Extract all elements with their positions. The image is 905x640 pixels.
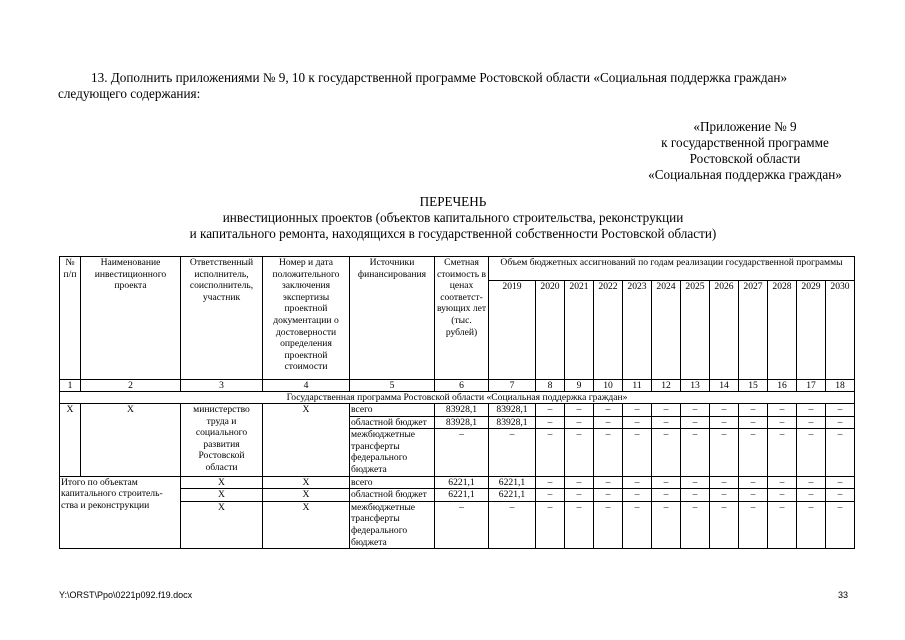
cell-year-value: – (681, 489, 710, 502)
header-year: 2025 (681, 281, 710, 380)
cell-year-value: – (681, 501, 710, 548)
cell-year-value: – (565, 429, 594, 476)
col-number: 5 (350, 380, 435, 392)
cell-year-value: – (623, 429, 652, 476)
header-exec: Ответственный исполнитель, соисполнитель, участник (181, 257, 263, 380)
cell-year-value: – (739, 429, 768, 476)
cell-conclusion: Х (263, 489, 350, 502)
cell-year-value: – (536, 404, 565, 417)
cell-num: Х (60, 404, 81, 477)
cell-year-value: – (739, 501, 768, 548)
cell-year-value: – (681, 429, 710, 476)
cell-year-value: – (768, 501, 797, 548)
cell-year-value: – (623, 489, 652, 502)
cell-year-value: – (594, 429, 623, 476)
cell-year-value: – (826, 489, 855, 502)
cell-year-value: – (652, 501, 681, 548)
appendix-line-1: «Приложение № 9 (693, 119, 797, 134)
cell-year-value: – (768, 489, 797, 502)
cell-2019: 6221,1 (489, 489, 536, 502)
header-cost: Сметная стоимость в ценах соответст-вующих лет (тыс. рублей) (435, 257, 489, 380)
cell-year-value: – (594, 501, 623, 548)
intro-paragraph: 13. Дополнить приложениями № 9, 10 к государственной программе Ростовской области «Социальная поддержка граждан» следующего содержания: (58, 70, 788, 101)
header-year: 2020 (536, 281, 565, 380)
cell-year-value: – (739, 404, 768, 417)
cell-year-value: – (565, 489, 594, 502)
appendix-line-4: «Социальная поддержка граждан» (648, 167, 842, 182)
header-name: Наименование инвестиционного проекта (81, 257, 181, 380)
col-number: 17 (797, 380, 826, 392)
cell-year-value: – (710, 416, 739, 429)
cell-year-value: – (826, 501, 855, 548)
cell-year-value: – (565, 416, 594, 429)
cell-year-value: – (768, 429, 797, 476)
cell-year-value: – (594, 476, 623, 489)
appendix-header (620, 119, 870, 183)
col-number: 1 (60, 380, 81, 392)
col-number: 13 (681, 380, 710, 392)
table-row (60, 476, 855, 489)
cell-year-value: – (826, 476, 855, 489)
cell-year-value: – (594, 404, 623, 417)
cell-2019: – (489, 429, 536, 476)
cell-year-value: – (565, 501, 594, 548)
cell-cost: 83928,1 (435, 416, 489, 429)
col-number: 7 (489, 380, 536, 392)
investment-table (59, 256, 855, 549)
header-year: 2028 (768, 281, 797, 380)
column-number-row (60, 380, 855, 392)
cell-year-value: – (768, 476, 797, 489)
cell-year-value: – (797, 416, 826, 429)
cell-year-value: – (681, 416, 710, 429)
cell-year-value: – (652, 489, 681, 502)
cell-conclusion: Х (263, 404, 350, 477)
header-year: 2027 (739, 281, 768, 380)
col-number: 2 (81, 380, 181, 392)
cell-executor: Х (181, 501, 263, 548)
header-year: 2026 (710, 281, 739, 380)
cell-year-value: – (623, 404, 652, 417)
cell-year-value: – (710, 404, 739, 417)
col-number: 3 (181, 380, 263, 392)
footer-page-number: 33 (838, 590, 849, 600)
cell-year-value: – (565, 404, 594, 417)
cell-total-label: Итого по объектам капитального строитель-ства и реконструкции (60, 476, 181, 549)
cell-year-value: – (623, 416, 652, 429)
cell-year-value: – (623, 501, 652, 548)
col-number: 6 (435, 380, 489, 392)
header-sources: Источники финансирования (350, 257, 435, 380)
header-year: 2019 (489, 281, 536, 380)
cell-year-value: – (797, 489, 826, 502)
header-year: 2024 (652, 281, 681, 380)
cell-source: всего (350, 404, 435, 417)
cell-year-value: – (565, 476, 594, 489)
header-num: № п/п (60, 257, 81, 380)
cell-year-value: – (797, 476, 826, 489)
header-year: 2029 (797, 281, 826, 380)
title-line-2: и капитального ремонта, находящихся в государственной собственности Ростовской области) (189, 226, 717, 241)
cell-year-value: – (652, 404, 681, 417)
cell-year-value: – (739, 489, 768, 502)
cell-cost: – (435, 501, 489, 548)
cell-year-value: – (652, 429, 681, 476)
cell-source: областной бюджет (350, 416, 435, 429)
cell-year-value: – (536, 416, 565, 429)
cell-year-value: – (826, 404, 855, 417)
document-title (58, 194, 848, 242)
cell-year-value: – (536, 489, 565, 502)
cell-2019: 83928,1 (489, 416, 536, 429)
cell-year-value: – (536, 476, 565, 489)
col-number: 12 (652, 380, 681, 392)
cell-year-value: – (826, 429, 855, 476)
col-number: 4 (263, 380, 350, 392)
cell-year-value: – (536, 501, 565, 548)
cell-year-value: – (594, 489, 623, 502)
col-number: 8 (536, 380, 565, 392)
col-number: 18 (826, 380, 855, 392)
cell-year-value: – (739, 416, 768, 429)
cell-source: всего (350, 476, 435, 489)
cell-year-value: – (710, 501, 739, 548)
program-title: Государственная программа Ростовской области «Социальная поддержка граждан» (60, 392, 855, 404)
header-row-1 (60, 257, 855, 281)
cell-cost: 6221,1 (435, 489, 489, 502)
cell-cost: – (435, 429, 489, 476)
cell-source: межбюджетные трансферты федерального бюджета (350, 501, 435, 548)
cell-year-value: – (797, 429, 826, 476)
appendix-line-2: к государственной программе (661, 135, 829, 150)
cell-year-value: – (768, 416, 797, 429)
cell-year-value: – (681, 476, 710, 489)
cell-2019: – (489, 501, 536, 548)
cell-year-value: – (797, 404, 826, 417)
col-number: 15 (739, 380, 768, 392)
cell-year-value: – (681, 404, 710, 417)
header-conclusion: Номер и дата положительного заключения экспертизы проектной документации о достоверности определения проектной стоимости (263, 257, 350, 380)
col-number: 9 (565, 380, 594, 392)
title-heading: ПЕРЕЧЕНЬ (419, 194, 487, 209)
cell-year-value: – (710, 489, 739, 502)
cell-source: межбюджетные трансферты федерального бюджета (350, 429, 435, 476)
cell-executor: Х (181, 489, 263, 502)
title-line-1: инвестиционных проектов (объектов капитального строительства, реконструкции (222, 210, 684, 225)
col-number: 14 (710, 380, 739, 392)
col-number: 11 (623, 380, 652, 392)
cell-year-value: – (594, 416, 623, 429)
cell-year-value: – (768, 404, 797, 417)
footer-file-path: Y:\ORST\Ppo\0221p092.f19.docx (59, 590, 193, 600)
cell-year-value: – (623, 476, 652, 489)
cell-source: областной бюджет (350, 489, 435, 502)
cell-year-value: – (652, 416, 681, 429)
cell-2019: 6221,1 (489, 476, 536, 489)
header-year: 2021 (565, 281, 594, 380)
cell-year-value: – (826, 416, 855, 429)
cell-cost: 6221,1 (435, 476, 489, 489)
cell-2019: 83928,1 (489, 404, 536, 417)
cell-executor: Х (181, 476, 263, 489)
table-row (60, 404, 855, 417)
cell-year-value: – (710, 429, 739, 476)
cell-year-value: – (739, 476, 768, 489)
cell-year-value: – (652, 476, 681, 489)
cell-cost: 83928,1 (435, 404, 489, 417)
col-number: 16 (768, 380, 797, 392)
col-number: 10 (594, 380, 623, 392)
cell-conclusion: Х (263, 501, 350, 548)
cell-executor: министерство труда и социального развития Ростовской области (181, 404, 263, 477)
cell-conclusion: Х (263, 476, 350, 489)
cell-year-value: – (797, 501, 826, 548)
cell-year-value: – (536, 429, 565, 476)
appendix-line-3: Ростовской области (689, 151, 801, 166)
header-volume: Объем бюджетных ассигнований по годам реализации государственной программы (489, 257, 855, 281)
program-row (60, 392, 855, 404)
header-year: 2030 (826, 281, 855, 380)
cell-project-name: Х (81, 404, 181, 477)
header-year: 2022 (594, 281, 623, 380)
cell-year-value: – (710, 476, 739, 489)
header-year: 2023 (623, 281, 652, 380)
